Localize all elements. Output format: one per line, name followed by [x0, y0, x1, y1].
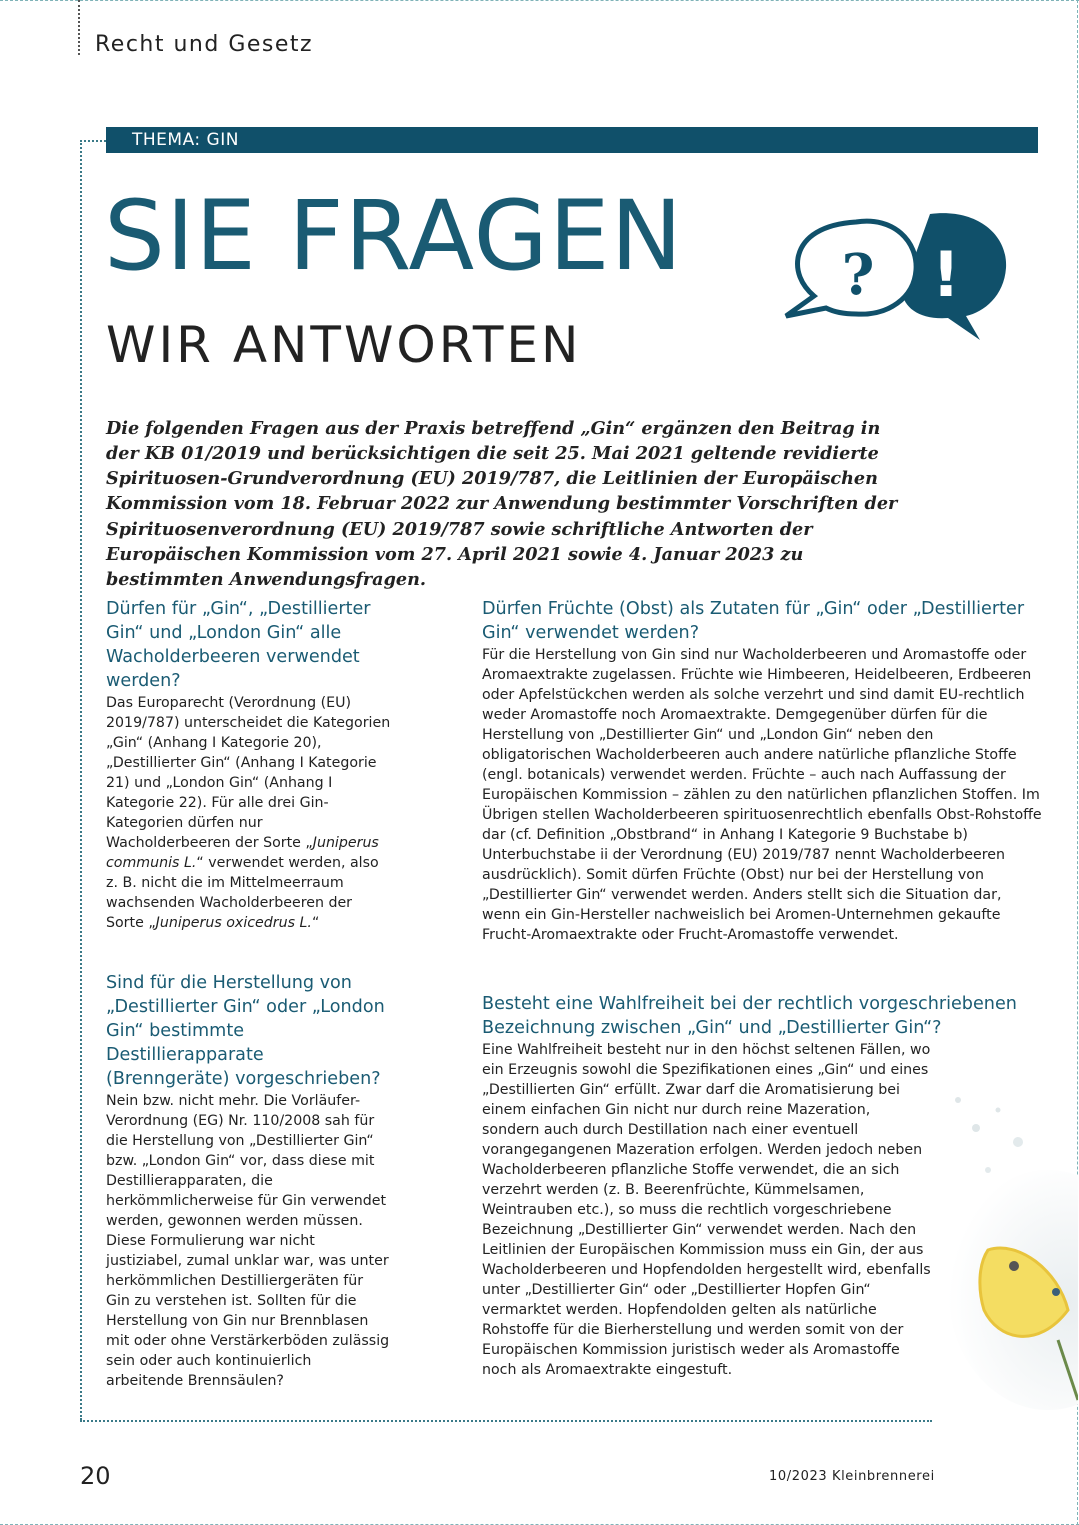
frame-top-rule [80, 140, 106, 142]
answer-text: Das Europarecht (Verordnung (EU) 2019/787) unterscheidet die Kategorien „Gin“ (Anhang I Kategorie 20), „Destillierter Gin“ (Anhang I Kategorie 21) und „London Gin“ (Anhang I Kategorie 22). Für alle drei Gin-Kategorien dürfen nur Wacholderbeeren der Sorte „Juniperus communis L.“ verwendet werden, also z. B. nicht die im Mittelmeerraum wachsenden Wacholderbeeren der Sorte „Juniperus oxicedrus L.“ [106, 695, 391, 931]
qa-block-fruechte [482, 597, 1042, 945]
section-label: Recht und Gesetz [95, 32, 314, 57]
header-divider [78, 0, 80, 55]
frame-bottom-rule [80, 1420, 932, 1422]
intro-paragraph: Die folgenden Fragen aus der Praxis betreffend „Gin“ ergänzen den Beitrag in der KB 01/2019 und berücksichtigen die seit 25. Mai 2021 geltende revidierte Spirituosen-Grundverordnung (EU) 2019/787, die Leitlinien der Europäischen Kommission vom 18. Februar 2022 zur Anwendung bestimmter Vorschriften der Spirituosenverordnung (EU) 2019/787 sowie schriftliche Antworten der Europäischen Kommission vom 27. April 2021 sowie 4. Januar 2023 zu bestimmten Anwendungsfragen. [106, 417, 898, 591]
question-heading: Dürfen für „Gin“, „Destillierter Gin“ und „London Gin“ alle Wacholderbeeren verwendet werden? [106, 599, 371, 691]
question-mark-icon: ? [841, 242, 875, 308]
headline: SIE FRAGEN [104, 180, 684, 292]
page-number: 20 [80, 1462, 111, 1490]
answer-text: Für die Herstellung von Gin sind nur Wacholderbeeren und Aromastoffe oder Aromaextrakte zugelassen. Früchte wie Himbeeren, Heidelbeeren, Erdbeeren oder Apfelstückchen werden als solche verzehrt und sind damit EU-rechtlich weder Aromastoffe noch Aromaextrakte. Demgegenüber dürfen für die Herstellung von „Destillierter Gin“ und „London Gin“ neben den obligatorischen Wacholderbeeren auch andere natürliche pflanzliche Stoffe (engl. botanicals) verwendet werden. Früchte – auch nach Auffassung der Europäischen Kommission – zählen zu den natürlichen pflanzlichen Stoffen. Im Übrigen stellen Wacholderbeeren spirituosenrechtlich ebenfalls Obst-Rohstoffe dar (cf. Definition „Obstbrand“ in Anhang I Kategorie 9 Buchstabe b) Unterbuchstabe ii der Verordnung (EU) 2019/787 nennt Wacholderbeeren ausdrücklich). Somit dürfen Früchte (Obst) nur bei der Herstellung von „Destillierter Gin“ verwendet werden. Anders stellt sich die Situation dar, wenn ein Gin-Hersteller nachweislich bei Aromen-Unternehmen gekaufte Frucht-Aromaextrakte oder Frucht-Aromastoffe verwendet. [482, 647, 1042, 943]
theme-bar: THEMA: GIN [106, 127, 1038, 153]
question-heading: Sind für die Herstellung von „Destillierter Gin“ oder „London Gin“ bestimmte Destillierapparate (Brenngeräte) vorgeschrieben? [106, 973, 385, 1089]
exclamation-mark-icon: ! [931, 238, 961, 311]
subheadline: WIR ANTWORTEN [106, 316, 582, 374]
qa-block-wacholderbeeren [106, 597, 391, 933]
page-edge-top [0, 0, 1079, 1]
frame-left-rule [80, 140, 82, 1420]
gin-glass-image [918, 1080, 1078, 1410]
speech-bubbles-icon [780, 200, 1010, 345]
answer-text: Nein bzw. nicht mehr. Die Vorläufer-Verordnung (EG) Nr. 110/2008 sah für die Herstellung von „Destillierter Gin“ bzw. „London Gin“ vor, dass diese mit Destillierapparaten, die herkömmlicherweise für Gin verwendet werden, gewonnen werden müssen. Diese Formulierung war nicht justiziabel, zumal unklar war, was unter herkömmlichen Destilliergeräten für Gin zu verstehen ist. Sollten für die Herstellung von Gin nur Brennblasen mit oder ohne Verstärkerböden zulässig sein oder auch kontinuierlich arbeitende Brennsäulen? [106, 1093, 390, 1389]
qa-block-destillierapparate [106, 971, 391, 1391]
question-heading: Besteht eine Wahlfreiheit bei der rechtlich vorgeschriebenen Bezeichnung zwischen „Gin“ und „Destillierter Gin“? [482, 994, 1017, 1038]
issue-info: 10/2023 Kleinbrennerei [769, 1469, 935, 1484]
answer-text: Eine Wahlfreiheit besteht nur in den höchst seltenen Fällen, wo ein Erzeugnis sowohl die Spezifikationen eines „Gin“ und eines „Destillierten Gin“ erfüllt. Zwar darf die Aromatisierung bei einem einfachen Gin nicht nur durch reine Mazeration, sondern auch durch Destillation nach einer eventuell vorangegangenen Mazeration erfolgen. Werden jedoch neben Wacholderbeeren pflanzliche Stoffe verwendet, die an sich verzehrt werden (z. B. Beerenfrüchte, Kümmelsamen, Weintrauben etc.), so muss die rechtlich vorgeschriebene Bezeichnung „Destillierter Gin“ verwendet werden. Nach den Leitlinien der Europäischen Kommission muss ein Gin, der aus Wacholderbeeren und Hopfendolden hergestellt wird, ebenfalls unter „Destillierter Gin“ oder „Destillierter Hopfen Gin“ vermarktet werden. Hopfendolden gelten als natürliche Rohstoffe für die Bierherstellung und werden somit von der Europäischen Kommission juristisch weder als Aromastoffe noch als Aromaextrakte eingestuft. [482, 1042, 931, 1378]
question-heading: Dürfen Früchte (Obst) als Zutaten für „Gin“ oder „Destillierter Gin“ verwendet werden? [482, 599, 1025, 643]
